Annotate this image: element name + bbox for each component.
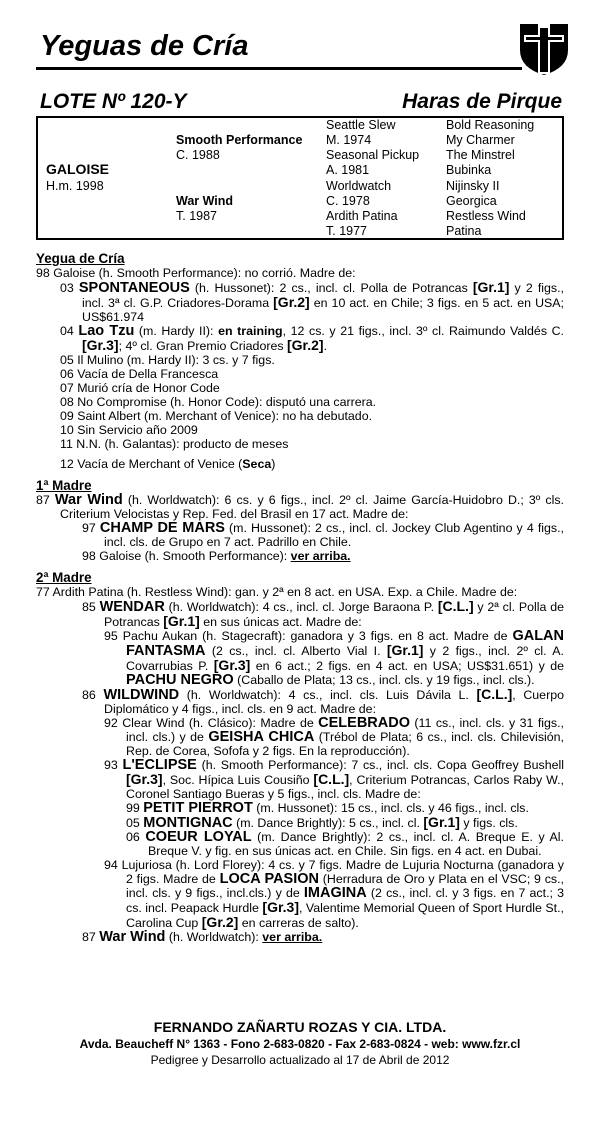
gen2-line: Ardith Patina <box>326 209 398 223</box>
gen2-line: T. 1977 <box>326 224 368 238</box>
record-line: 77 Ardith Patina (h. Restless Wind): gan. y 2ª en 8 act. en USA. Exp. a Chile. Madre de: <box>36 585 518 599</box>
record-line: 06 COEUR LOYAL (m. Dance Brightly): 2 cs., incl. cl. A. Breque E. y Al. Breque V. y fig. en sus únicas act. en Chile. Sin figs. en 4 act. en Dubai. <box>126 829 564 858</box>
record-line: 04 Lao Tzu (m. Hardy II): en training, 12 cs. y 21 figs., incl. 3º cl. Raimundo Valdés C. [Gr.3]; 4º cl. Gran Premio Criadores [Gr.2]. <box>60 323 565 353</box>
record-line: 85 WENDAR (h. Worldwatch): 4 cs., incl. cl. Jorge Baraona P. [C.L.] y 2ª cl. Polla de Potrancas [Gr.1] en sus únicas act. Madre de: <box>82 598 564 629</box>
gen3-line: Patina <box>446 224 482 238</box>
gen3-line: Bold Reasoning <box>446 118 535 132</box>
footer-address: Avda. Beaucheff N° 1363 - Fono 2-683-0820 - Fax 2-683-0824 - web: www.fzr.cl <box>79 1037 521 1051</box>
lot-number: LOTE Nº 120-Y <box>40 90 187 113</box>
produce-record <box>36 248 564 944</box>
record-line: 12 Vacía de Merchant of Venice (Seca) <box>60 457 276 471</box>
shield-logo-icon <box>518 20 570 76</box>
record-line: 10 Sin Servicio año 2009 <box>60 423 198 437</box>
section-heading: 1ª Madre <box>36 478 92 493</box>
section-heading: 2ª Madre <box>36 570 92 585</box>
record-line: 86 WILDWIND (h. Worldwatch): 4 cs., incl. cls. Luis Dávila L. [C.L.], Cuerpo Diplomático y 4 figs., incl. cls. en 9 act. Madre de: <box>82 686 564 716</box>
record-line: 11 N.N. (h. Galantas): producto de meses <box>60 437 289 451</box>
page-title: Yeguas de Cría <box>40 30 249 62</box>
record-line: 95 Pachu Aukan (h. Stagecraft): ganadora y 3 figs. en 8 act. Madre de GALAN FANTASMA (2 cs., incl. cl. Alberto Vial I. [Gr.1] y 2 figs., incl. 2º cl. A. Covarrubias P. [Gr.3] en 6 act.; 2 figs. en 4 act. en USA; US$31.651) y de PACHU NEGRO (Caballo de Plata; 13 cs., incl. cls. y 19 figs., incl. cls.). <box>104 628 564 688</box>
record-line: 87 War Wind (h. Worldwatch): 6 cs. y 6 figs., incl. 2º cl. Jaime García-Huidobro D.; 3º cls. Criterium Velocistas y Rep. Fed. del Brasil en 17 act. Madre de: <box>36 492 565 521</box>
record-line: 93 L'ECLIPSE (h. Smooth Performance): 7 cs., incl. cls. Copa Geoffrey Bushell [Gr.3], Soc. Hípica Luis Cousiño [C.L.], Criterium Potrancas, Carlos Raby W., Coronel Santiago Bueras y 5 figs., incl. cls. Madre de: <box>104 757 564 801</box>
gen3-line: Georgica <box>446 194 497 208</box>
gen3-line: My Charmer <box>446 133 515 147</box>
record-line: 09 Saint Albert (m. Merchant of Venice): no ha debutado. <box>60 409 373 423</box>
gen2-line: Worldwatch <box>326 179 392 193</box>
title-rule <box>36 67 522 70</box>
horse-info: H.m. 1998 <box>46 179 104 193</box>
record-line: 99 PETIT PIERROT (m. Hussonet): 15 cs., incl. cls. y 46 figs., incl. cls. <box>126 800 529 816</box>
record-line: 05 MONTIGNAC (m. Dance Brightly): 5 cs., incl. cl. [Gr.1] y figs. cls. <box>126 814 518 831</box>
footer-update: Pedigree y Desarrollo actualizado al 17 de Abril de 2012 <box>150 1053 450 1067</box>
sire-name: Smooth Performance <box>176 133 303 147</box>
gen3-line: Bubinka <box>446 163 492 177</box>
gen2-line: M. 1974 <box>326 133 372 147</box>
record-line: 06 Vacía de Della Francesca <box>60 367 219 381</box>
record-line: 05 Il Mulino (m. Hardy II): 3 cs. y 7 figs. <box>60 353 275 367</box>
gen3-line: Restless Wind <box>446 209 526 223</box>
record-line: 97 CHAMP DE MARS (m. Hussonet): 2 cs., incl. cl. Jockey Club Agentino y 4 figs., incl. cls. de Grupo en 7 act. Padrillo en Chile. <box>82 520 564 549</box>
record-line: 98 Galoise (h. Smooth Performance): ver arriba. <box>82 549 351 563</box>
gen2-line: A. 1981 <box>326 163 370 177</box>
record-line: 87 War Wind (h. Worldwatch): ver arriba. <box>82 929 323 945</box>
record-line: 07 Murió cría de Honor Code <box>60 381 220 395</box>
gen3-line: The Minstrel <box>446 148 515 162</box>
record-line: 98 Galoise (h. Smooth Performance): no corrió. Madre de: <box>36 266 356 280</box>
horse-name: GALOISE <box>46 161 110 177</box>
record-line: 92 Clear Wind (h. Clásico): Madre de CELEBRADO (11 cs., incl. cls. y 31 figs., incl. cls.) y de GEISHA CHICA (Trébol de Plata; 6 cs., incl. cls. Chilevisión, Rep. de Corea, Sofofa y 2 figs. En la reproducción). <box>104 715 564 758</box>
gen2-line: Seasonal Pickup <box>326 148 420 162</box>
gen3-line: Nijinsky II <box>446 179 500 193</box>
footer-company: FERNANDO ZAÑARTU ROZAS Y CIA. LTDA. <box>153 1019 447 1035</box>
sire-info: C. 1988 <box>176 148 220 162</box>
dam-name: War Wind <box>176 194 234 208</box>
section-heading: Yegua de Cría <box>36 251 125 266</box>
record-line: 94 Lujuriosa (h. Lord Florey): 4 cs. y 7 figs. Madre de Lujuria Nocturna (ganadora y 2 figs. Madre de LOCA PASION (Herradura de Oro y Plata en el VSC; 9 cs., incl. cls. y 9 figs., incl.cls.) y de IMAGINA (2 cs., incl. cl. y 3 figs. en 7 act.; 3 cs. incl. Peapack Hurdle [Gr.3], Valentime Memorial Queen of Sport Hurdle St., Carolina Cup [Gr.2] en carreras de salto). <box>104 858 565 930</box>
gen2-line: C. 1978 <box>326 194 370 208</box>
gen2-line: Seattle Slew <box>326 118 396 132</box>
pedigree-box <box>36 116 564 240</box>
record-line: 03 SPONTANEOUS (h. Hussonet): 2 cs., incl. cl. Polla de Potrancas [Gr.1] y 2 figs., incl. 3ª cl. G.P. Criadores-Dorama [Gr.2] en 10 act. en Chile; 3 figs. en 5 act. en USA; US$61.974 <box>60 279 564 324</box>
stud-name: Haras de Pirque <box>402 90 562 113</box>
dam-info: T. 1987 <box>176 209 218 223</box>
record-line: 08 No Compromise (h. Honor Code): disputó una carrera. <box>60 395 377 409</box>
